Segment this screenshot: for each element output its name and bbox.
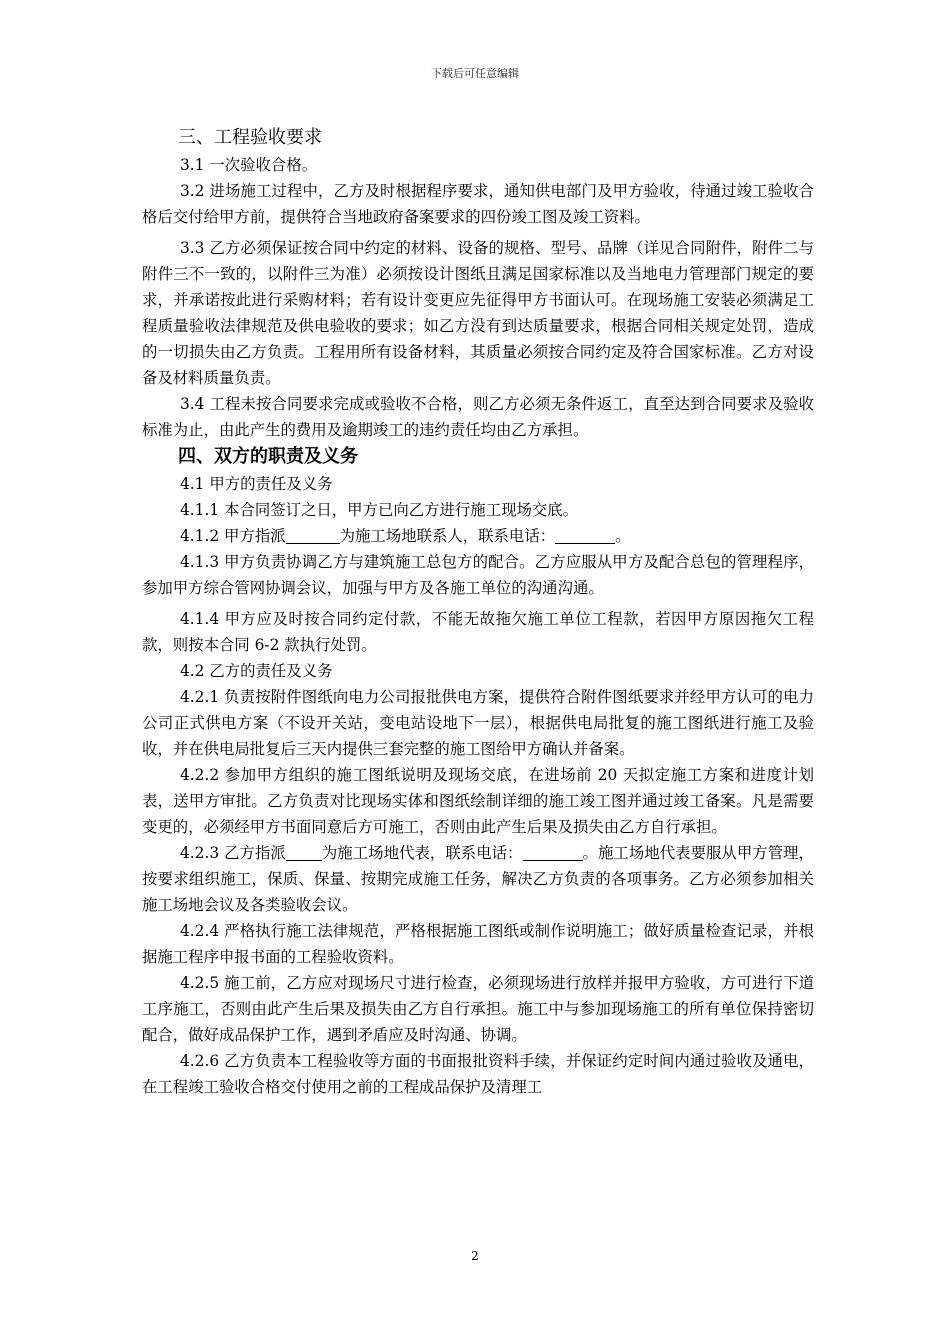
document-body xyxy=(142,124,814,1100)
paragraph-3-2: 3.2 进场施工过程中，乙方及时根据程序要求，通知供电部门及甲方验收，待通过竣工验收合格后交付给甲方前，提供符合当地政府备案要求的四份竣工图及竣工资料。 xyxy=(142,182,814,226)
paragraph-4-2-2: 4.2.2 参加甲方组织的施工图纸说明及现场交底，在进场前 20 天拟定施工方案和进度计划表，送甲方审批。乙方负责对比现场实体和图纸绘制详细的施工竣工图并通过竣工备案。凡是需要变更的，必须经甲方书面同意后方可施工，否则由此产生后果及损失由乙方自行承担。 xyxy=(142,766,814,836)
paragraph-4-1-2-part-a: 4.1.2 甲方指派 xyxy=(180,527,286,545)
paragraph-4-1-2-part-c: 。 xyxy=(615,527,631,545)
page-number: 2 xyxy=(471,1249,479,1263)
contact-phone-blank xyxy=(555,527,615,544)
paragraph-4-1: 4.1 甲方的责任及义务 xyxy=(180,475,333,493)
site-representative-blank xyxy=(286,844,322,861)
paragraph-3-3: 3.3 乙方必须保证按合同中约定的材料、设备的规格、型号、品牌（详见合同附件，附件二与附件三不一致的，以附件三为准）必须按设计图纸且满足国家标准以及当地电力管理部门规定的要求，并承诺按此进行采购材料；若有设计变更应先征得甲方书面认可。在现场施工安装必须满足工程质量验收法律规范及供电验收的要求；如乙方没有到达质量要求，根据合同相关规定处罚，造成的一切损失由乙方负责。工程用所有设备材料，其质量必须按合同约定及符合国家标准。乙方对设备及材料质量负责。 xyxy=(142,239,814,387)
representative-phone-blank xyxy=(523,844,583,861)
paragraph-3-4: 3.4 工程未按合同要求完成或验收不合格，则乙方必须无条件返工，直至达到合同要求及验收标准为止，由此产生的费用及逾期竣工的违约责任均由乙方承担。 xyxy=(142,395,814,439)
paragraph-3-1: 3.1 一次验收合格。 xyxy=(180,156,318,174)
paragraph-4-1-2-part-b: 为施工场地联系人，联系电话： xyxy=(339,527,556,545)
paragraph-4-1-4: 4.1.4 甲方应及时按合同约定付款，不能无故拖欠施工单位工程款，若因甲方原因拖欠工程款，则按本合同 6-2 款执行处罚。 xyxy=(142,610,814,654)
paragraph-4-2-3-part-b: 为施工场地代表，联系电话： xyxy=(321,844,523,862)
paragraph-4-2-6: 4.2.6 乙方负责本工程验收等方面的书面报批资料手续，并保证约定时间内通过验收及通电，在工程竣工验收合格交付使用之前的工程成品保护及清理工 xyxy=(142,1052,814,1096)
paragraph-4-2-3-part-c: 。施工场地代表要服从甲方管理，按要求组织施工，保质、保量、按期完成施工任务，解决乙方负责的各项事务。乙方必须参加相关施工场地会议及各类验收会议。 xyxy=(142,844,814,914)
contact-person-blank xyxy=(286,527,340,544)
section-4-heading: 四、双方的职责及义务 xyxy=(178,446,358,467)
paragraph-4-1-3: 4.1.3 甲方负责协调乙方与建筑施工总包方的配合。乙方应服从甲方及配合总包的管理程序，参加甲方综合管网协调会议，加强与甲方及各施工单位的沟通沟通。 xyxy=(142,553,814,597)
paragraph-4-2-3 xyxy=(142,840,814,918)
paragraph-4-1-1: 4.1.1 本合同签订之日，甲方已向乙方进行施工现场交底。 xyxy=(180,501,579,519)
paragraph-4-1-2 xyxy=(142,523,814,549)
paragraph-4-2: 4.2 乙方的责任及义务 xyxy=(180,662,333,680)
section-3-heading: 三、工程验收要求 xyxy=(178,127,322,148)
page-header: 下载后可任意编辑 xyxy=(431,67,519,80)
paragraph-4-2-4: 4.2.4 严格执行施工法律规范，严格根据施工图纸或制作说明施工；做好质量检查记录，并根据施工程序申报书面的工程验收资料。 xyxy=(142,922,814,966)
paragraph-4-2-3-part-a: 4.2.3 乙方指派 xyxy=(180,844,286,862)
paragraph-4-2-1: 4.2.1 负责按附件图纸向电力公司报批供电方案，提供符合附件图纸要求并经甲方认可的电力公司正式供电方案（不设开关站，变电站设地下一层），根据供电局批复的施工图纸进行施工及验收，并在供电局批复后三天内提供三套完整的施工图给甲方确认并备案。 xyxy=(142,688,814,758)
paragraph-4-2-5: 4.2.5 施工前，乙方应对现场尺寸进行检查，必须现场进行放样并报甲方验收，方可进行下道工序施工，否则由此产生后果及损失由乙方自行承担。施工中与参加现场施工的所有单位保持密切配合，做好成品保护工作，遇到矛盾应及时沟通、协调。 xyxy=(142,974,814,1044)
